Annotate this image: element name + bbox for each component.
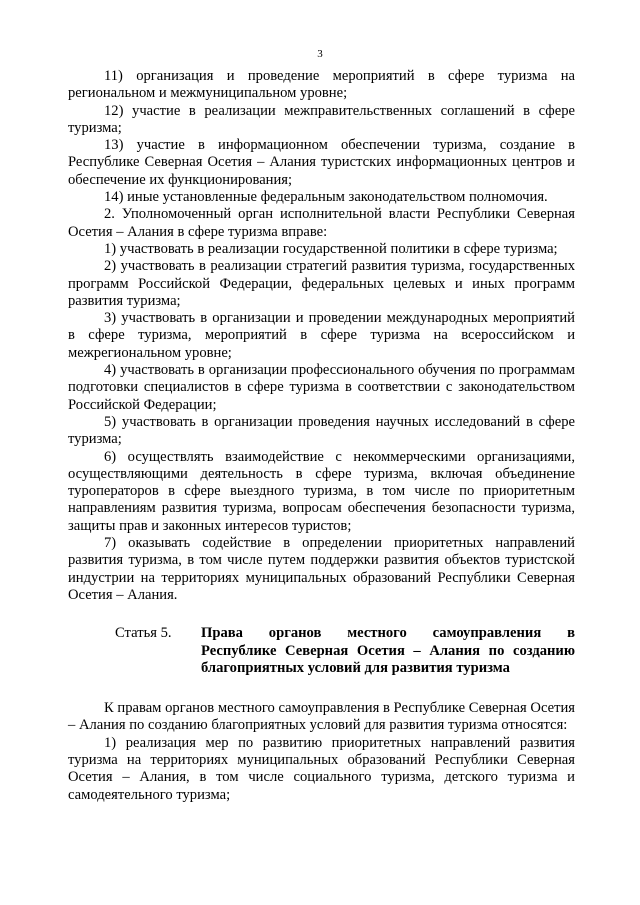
paragraph: 2. Уполномоченный орган исполнительной власти Республики Северная Осетия – Алания в сфере туризма вправе:: [68, 206, 575, 240]
page-number: 3: [317, 48, 323, 60]
paragraph: 1) участвовать в реализации государственной политики в сфере туризма;: [104, 240, 558, 257]
article-heading: [68, 625, 575, 677]
paragraph: 6) осуществлять взаимодействие с некоммерческими организациями, осуществляющими деятельность в сфере туризма, включая объединение туроператоров в сфере выездного туризма, в том числе по приоритетным направлениям развития туризма, вопросам обеспечения безопасности туризма, защиты прав и законных интересов туристов;: [68, 448, 575, 534]
article-label: Статья 5.: [115, 625, 172, 642]
paragraph: 12) участие в реализации межправительственных соглашений в сфере туризма;: [68, 102, 575, 136]
article-title: [201, 625, 575, 677]
paragraph: 4) участвовать в организации профессионального обучения по программам подготовки специалистов в сфере туризма в соответствии с законодательством Российской Федерации;: [68, 362, 575, 413]
paragraph: К правам органов местного самоуправления в Республике Северная Осетия – Алания по созданию благоприятных условий для развития туризма относятся:: [68, 700, 575, 734]
paragraph: 13) участие в информационном обеспечении туризма, создание в Республике Северная Осетия – Алания туристских информационных центров и обеспечение их функционирования;: [68, 137, 575, 188]
paragraph: 3) участвовать в организации и проведении международных мероприятий в сфере туризма, мероприятий в сфере туризма на всероссийском и межрегиональном уровне;: [68, 310, 575, 361]
paragraph: 14) иные установленные федеральным законодательством полномочия.: [104, 189, 548, 206]
paragraph: 1) реализация мер по развитию приоритетных направлений развития туризма на территориях муниципальных образований Республики Северная Осетия – Алания, в том числе социального туризма, детского туризма и самодеятельного туризма;: [68, 734, 575, 803]
paragraph: 2) участвовать в реализации стратегий развития туризма, государственных программ Российской Федерации, федеральных целевых и иных программ развития туризма;: [68, 258, 575, 309]
paragraph: 5) участвовать в организации проведения научных исследований в сфере туризма;: [68, 413, 575, 448]
paragraph: 7) оказывать содействие в определении приоритетных направлений развития туризма, в том числе путем поддержки развития объектов туристской индустрии на территориях муниципальных образований Республики Северная Осетия – Алания.: [68, 535, 575, 603]
article-title-line: Права органов местного самоуправления в: [201, 625, 575, 642]
article-title-line: Республике Северная Осетия – Алания по созданию: [201, 642, 575, 659]
article-title-line: благоприятных условий для развития туризма: [201, 659, 510, 676]
paragraph: 11) организация и проведение мероприятий в сфере туризма на региональном и межмуниципальном уровне;: [68, 68, 575, 102]
document-body: [68, 68, 575, 804]
